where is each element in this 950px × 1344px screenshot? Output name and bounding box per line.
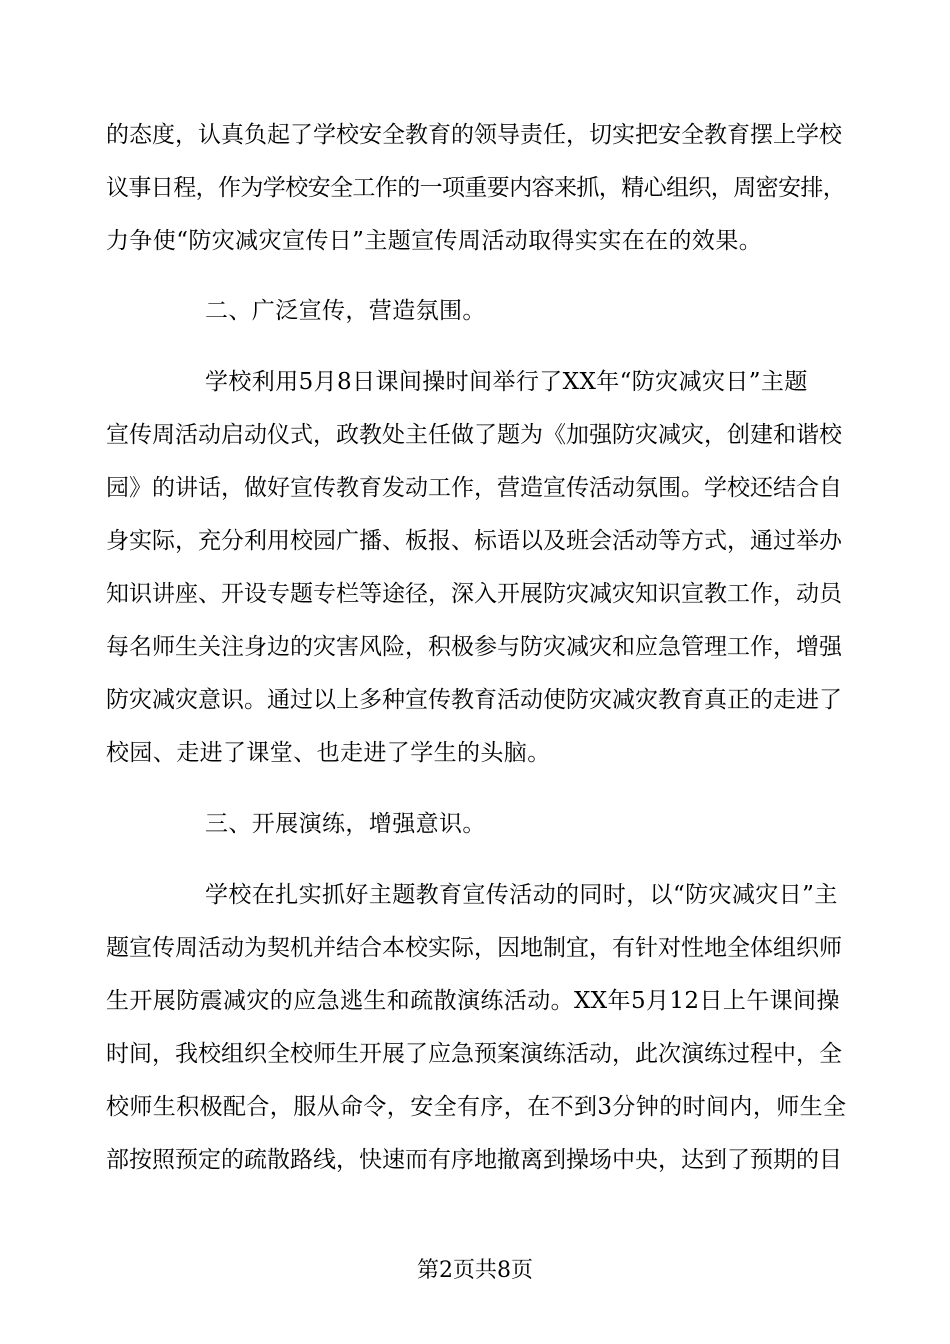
page-footer: 第2页共8页 — [417, 1258, 533, 1283]
body-text-line: 题宣传周活动为契机并结合本校实际，因地制宜，有针对性地全体组织师 — [106, 935, 842, 961]
body-text-line: 园》的讲话，做好宣传教育发动工作，营造宣传活动氛围。学校还结合自 — [106, 475, 842, 501]
body-text-line: 身实际，充分利用校园广播、板报、标语以及班会活动等方式，通过举办 — [106, 528, 842, 554]
body-text-line: 时间，我校组织全校师生开展了应急预案演练活动，此次演练过程中，全 — [106, 1041, 842, 1067]
body-text-line: 议事日程，作为学校安全工作的一项重要内容来抓，精心组织，周密安排， — [106, 175, 846, 201]
section-heading: 二、广泛宣传，营造氛围。 — [205, 298, 486, 324]
section-heading: 三、开展演练，增强意识。 — [205, 811, 486, 837]
body-text-line: 防灾减灾意识。通过以上多种宣传教育活动使防灾减灾教育真正的走进了 — [106, 687, 842, 713]
body-text-line: 部按照预定的疏散路线，快速而有序地撤离到操场中央，达到了预期的目 — [106, 1147, 842, 1173]
body-text-line: 每名师生关注身边的灾害风险，积极参与防灾减灾和应急管理工作，增强 — [106, 634, 842, 660]
body-text-line: 学校在扎实抓好主题教育宣传活动的同时，以“防灾减灾日”主 — [205, 882, 838, 908]
body-text-line: 校园、走进了课堂、也走进了学生的头脑。 — [106, 740, 551, 766]
body-text-line: 生开展防震减灾的应急逃生和疏散演练活动。XX年5月12日上午课间操 — [106, 988, 840, 1014]
body-text-line: 知识讲座、开设专题专栏等途径，深入开展防灾减灾知识宣教工作，动员 — [106, 581, 842, 607]
body-text-line: 校师生积极配合，服从命令，安全有序，在不到3分钟的时间内，师生全 — [106, 1094, 847, 1120]
body-text-line: 学校利用5月8日课间操时间举行了XX年“防灾减灾日”主题 — [205, 369, 808, 395]
body-text-line: 力争使“防灾减灾宣传日”主题宣传周活动取得实实在在的效果。 — [106, 228, 763, 254]
body-text-line: 宣传周活动启动仪式，政教处主任做了题为《加强防灾减灾，创建和谐校 — [106, 422, 842, 448]
body-text-line: 的态度，认真负起了学校安全教育的领导责任，切实把安全教育摆上学校 — [106, 122, 842, 148]
